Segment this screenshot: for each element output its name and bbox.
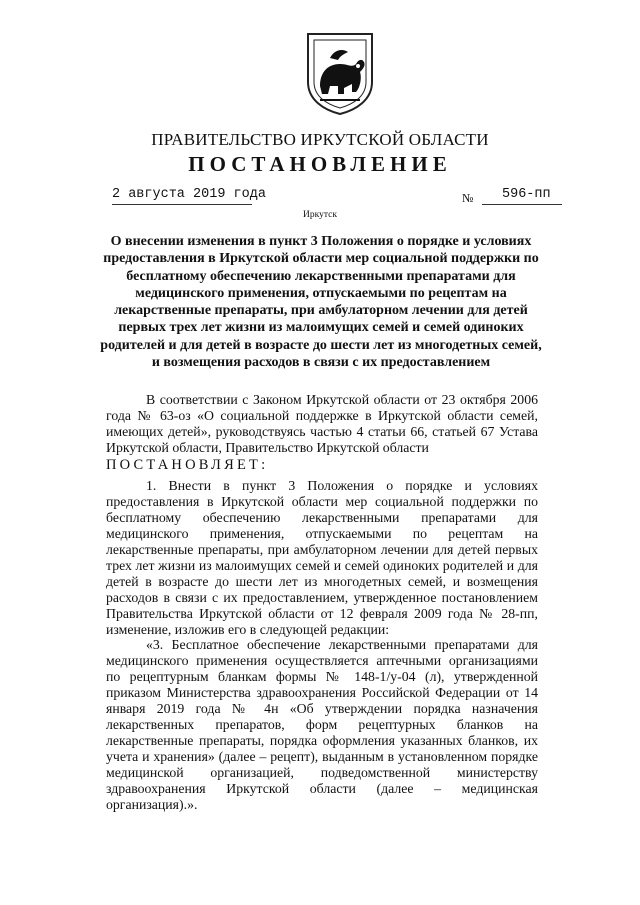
city-name: Иркутск [303, 210, 337, 220]
number-underline [482, 204, 562, 205]
government-name: ПРАВИТЕЛЬСТВО ИРКУТСКОЙ ОБЛАСТИ [151, 130, 489, 149]
document-type: ПОСТАНОВЛЕНИЕ [188, 152, 452, 176]
item-1-paragraph [106, 478, 538, 638]
document-title: О внесении изменения в пункт 3 Положения о порядке и условиях предоставления в Иркутской области мер социальной поддержки по бесплатному обеспечению лекарственными препаратами для медицинского применения, отпускаемыми по рецептам на лекарственные препараты, при амбулаторном лечении для детей первых трех лет жизни из малоимущих семей и семей одиноких родителей и для детей в возрасте до шести лет из многодетных семей, и возмещения расходов в связи с их предоставлением [100, 234, 542, 371]
coat-of-arms-icon [300, 30, 380, 116]
document-number: 596-пп [502, 187, 551, 202]
document-date: 2 августа 2019 года [112, 187, 266, 202]
item-1-text: 1. Внести в пункт 3 Положения о порядке и условиях предоставления в Иркутской области мер социальной поддержки по бесплатному обеспечению лекарственными препаратами для медицинского применения, отпускаемыми по рецептам на лекарственные препараты, при амбулаторном лечении для детей первых трех лет жизни из малоимущих семей и семей одиноких родителей и для детей в возрасте до шести лет из многодетных семей, и возмещения расходов в связи с их предоставлением, утвержденное постановлением Правительства Иркутской области от 12 февраля 2009 года № 28-пп, изменение, изложив его в следующей редакции: [106, 478, 538, 637]
resolves-heading: ПОСТАНОВЛЯЕТ: [106, 457, 269, 473]
preamble-paragraph [106, 392, 538, 456]
date-underline [112, 204, 252, 205]
number-sign: № [462, 191, 474, 205]
item-1-quoted-paragraph [106, 637, 538, 813]
item-1-quoted-text: «3. Бесплатное обеспечение лекарственными препаратами для медицинского применения осуществляется аптечными организациями по рецептурным бланкам формы № 148-1/у-04 (л), утвержденной приказом Министерства здравоохранения Российской Федерации от 14 января 2019 года № 4н «Об утверждении порядка назначения лекарственных препаратов, форм рецептурных бланков на лекарственные препараты, порядка оформления указанных бланков, их учета и хранения» (далее – рецепт), выданным в установленном порядке медицинской организацией, подведомственной министерству здравоохранения Иркутской области (далее – медицинская организация).». [106, 637, 538, 812]
preamble-text: В соответствии с Законом Иркутской области от 23 октября 2006 года № 63-оз «О социальной поддержке в Иркутской области семей, имеющих детей», руководствуясь частью 4 статьи 66, статьей 67 Устава Иркутской области, Правительство Иркутской области [106, 392, 538, 455]
